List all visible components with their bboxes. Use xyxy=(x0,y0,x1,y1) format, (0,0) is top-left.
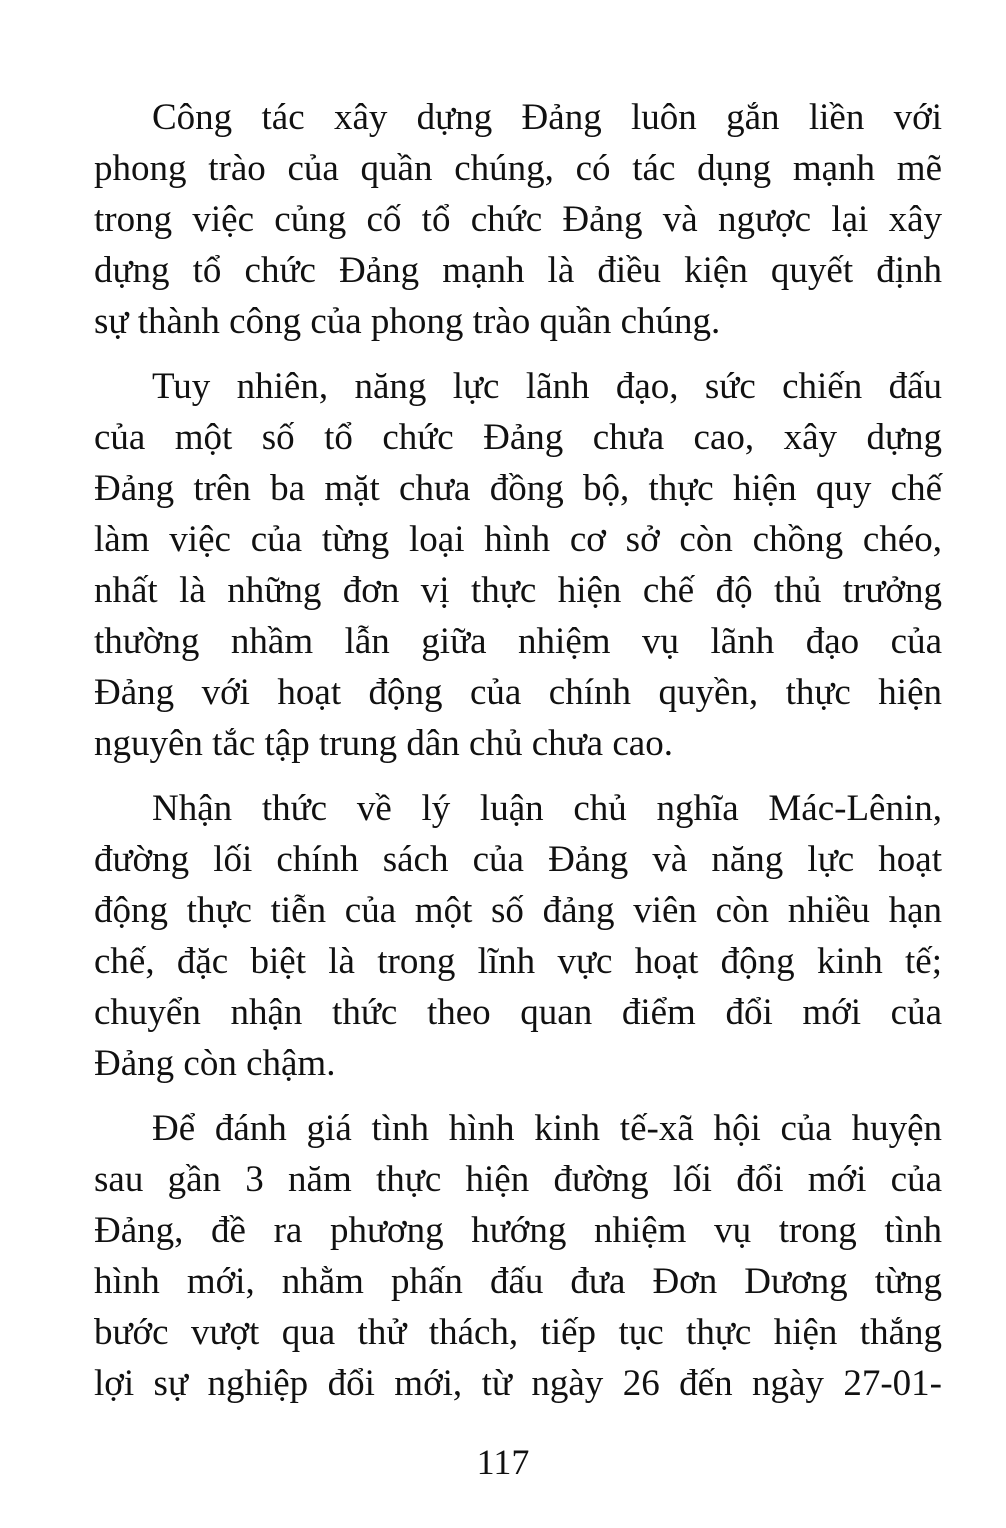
paragraph-3 xyxy=(94,783,942,1089)
text-line: sau gần 3 năm thực hiện đường lối đổi mới của xyxy=(94,1159,942,1200)
body-text xyxy=(94,92,942,1423)
text-line: của một số tổ chức Đảng chưa cao, xây dựng xyxy=(94,417,942,458)
text-line: Công tác xây dựng Đảng luôn gắn liền với xyxy=(152,97,942,138)
text-line: dựng tổ chức Đảng mạnh là điều kiện quyết định xyxy=(94,250,942,291)
text-line: động thực tiễn của một số đảng viên còn nhiều hạn xyxy=(94,890,942,931)
paragraph-1 xyxy=(94,92,942,347)
text-line: chế, đặc biệt là trong lĩnh vực hoạt động kinh tế; xyxy=(94,941,942,982)
text-line: làm việc của từng loại hình cơ sở còn chồng chéo, xyxy=(94,519,942,560)
text-line: sự thành công của phong trào quần chúng. xyxy=(94,301,721,342)
text-line: Đảng, đề ra phương hướng nhiệm vụ trong tình xyxy=(94,1210,942,1251)
paragraph-4 xyxy=(94,1103,942,1409)
text-line: phong trào của quần chúng, có tác dụng mạnh mẽ xyxy=(94,148,942,189)
paragraph-2 xyxy=(94,361,942,769)
page-number: 117 xyxy=(476,1442,530,1482)
text-line: thường nhầm lẫn giữa nhiệm vụ lãnh đạo của xyxy=(94,621,942,662)
text-line: bước vượt qua thử thách, tiếp tục thực hiện thắng xyxy=(94,1312,942,1353)
text-line: Tuy nhiên, năng lực lãnh đạo, sức chiến đấu xyxy=(152,366,942,407)
text-line: nhất là những đơn vị thực hiện chế độ thủ trưởng xyxy=(94,570,942,611)
text-line: Để đánh giá tình hình kinh tế-xã hội của huyện xyxy=(152,1108,942,1149)
text-line: Nhận thức về lý luận chủ nghĩa Mác-Lênin, xyxy=(152,788,942,829)
text-line: trong việc củng cố tổ chức Đảng và ngược lại xây xyxy=(94,199,942,240)
text-line: đường lối chính sách của Đảng và năng lực hoạt xyxy=(94,839,942,880)
text-line: hình mới, nhằm phấn đấu đưa Đơn Dương từng xyxy=(94,1261,942,1302)
text-line: nguyên tắc tập trung dân chủ chưa cao. xyxy=(94,723,673,764)
text-line: chuyển nhận thức theo quan điểm đổi mới của xyxy=(94,992,942,1033)
text-line: Đảng còn chậm. xyxy=(94,1043,336,1084)
text-line: Đảng trên ba mặt chưa đồng bộ, thực hiện quy chế xyxy=(94,468,942,509)
text-line: Đảng với hoạt động của chính quyền, thực hiện xyxy=(94,672,942,713)
text-line: lợi sự nghiệp đổi mới, từ ngày 26 đến ngày 27-01- xyxy=(94,1363,942,1404)
